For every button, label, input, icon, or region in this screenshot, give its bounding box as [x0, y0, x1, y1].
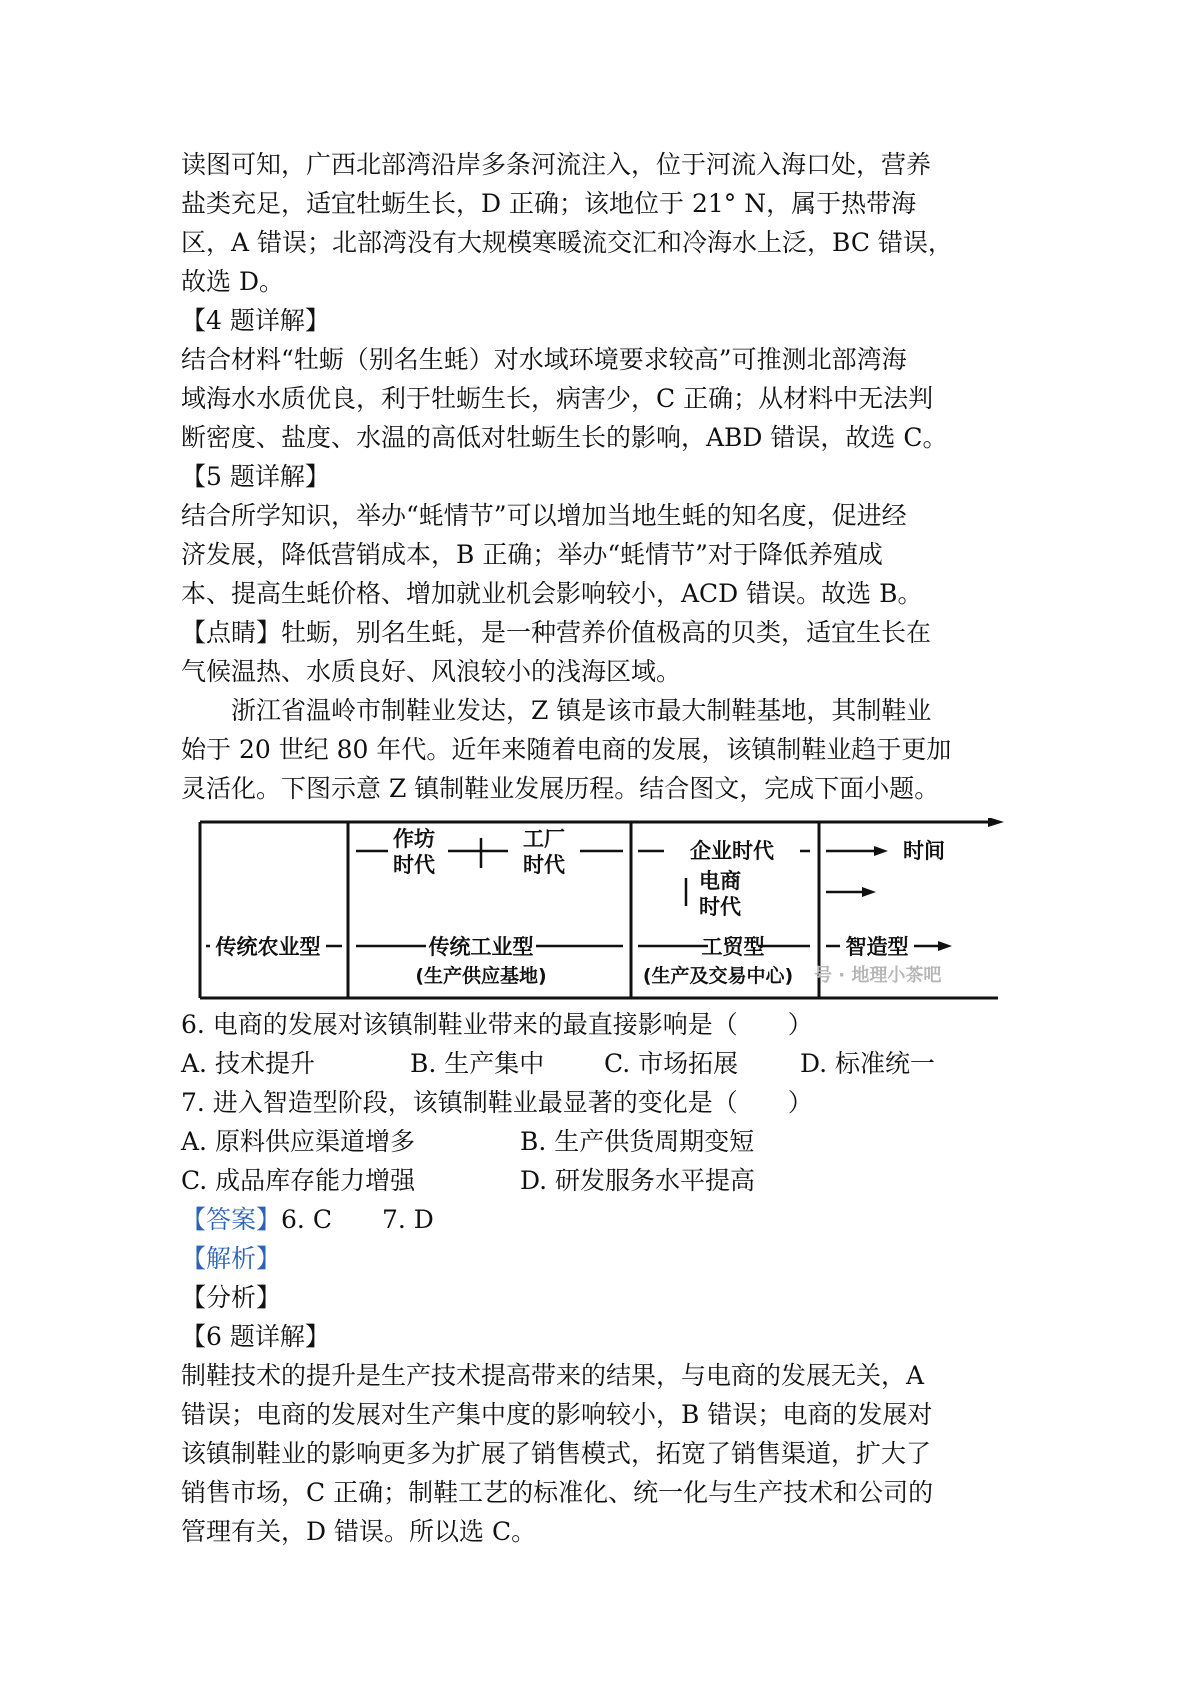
- intro-line: 浙江省温岭市制鞋业发达，Z 镇是该市最大制鞋基地，其制鞋业: [231, 696, 932, 725]
- question-7-option-d: D. 研发服务水平提高: [520, 1166, 756, 1195]
- type-trade-sub-label: (生产及交易中心): [642, 965, 794, 987]
- question-7-option-c: C. 成品库存能力增强: [181, 1166, 416, 1195]
- type-industry-label: 传统工业型: [428, 935, 534, 959]
- text-line: 结合材料“牡蛎（别名生蚝）对水域环境要求较高”可推测北部湾海: [181, 345, 907, 374]
- era-ecommerce-label-2: 时代: [699, 895, 741, 919]
- text-line: 盐类充足，适宜牡蛎生长，D 正确；该地位于 21° N，属于热带海: [181, 189, 917, 218]
- text-line: 读图可知，广西北部湾沿岸多条河流注入，位于河流入海口处，营养: [181, 150, 932, 179]
- question-7-option-a: A. 原料供应渠道增多: [181, 1127, 415, 1156]
- section-heading-q5: 【5 题详解】: [181, 462, 330, 491]
- shoe-industry-timeline-diagram: [198, 818, 1008, 1000]
- question-7-stem: 7. 进入智造型阶段，该镇制鞋业最显著的变化是（ ）: [181, 1088, 813, 1117]
- intro-line: 始于 20 世纪 80 年代。近年来随着电商的发展，该镇制鞋业趋于更加: [181, 735, 952, 764]
- text-line: 济发展，降低营销成本，B 正确；举办“蚝情节”对于降低养殖成: [181, 540, 883, 569]
- text-line: 区，A 错误；北部湾没有大规模寒暖流交汇和冷海水上泛，BC 错误，: [181, 228, 953, 257]
- text-line: 结合所学知识，举办“蚝情节”可以增加当地生蚝的知名度，促进经: [181, 501, 907, 530]
- era-factory-label-2: 时代: [523, 853, 565, 877]
- text-line: 本、提高生蚝价格、增加就业机会影响较小，ACD 错误。故选 B。: [181, 579, 923, 608]
- text-line: 错误；电商的发展对生产集中度的影响较小，B 错误；电商的发展对: [181, 1400, 933, 1429]
- fenxi-label: 【分析】: [181, 1283, 282, 1312]
- era-workshop-label-1: 作坊: [393, 827, 435, 851]
- time-axis-label: 时间: [903, 839, 945, 863]
- era-enterprise-label: 企业时代: [690, 839, 774, 863]
- text-line: 该镇制鞋业的影响更多为扩展了销售模式，拓宽了销售渠道，扩大了: [181, 1439, 932, 1468]
- dianjing-line: 【点睛】牡蛎，别名生蚝，是一种营养价值极高的贝类，适宜生长在: [181, 618, 932, 647]
- dianjing-line: 气候温热、水质良好、风浪较小的浅海区域。: [181, 657, 682, 686]
- text-line: 故选 D。: [181, 267, 284, 296]
- analysis-label: 【解析】: [181, 1244, 282, 1273]
- answer-text: 6. C 7. D: [281, 1205, 434, 1234]
- text-line: 断密度、盐度、水温的高低对牡蛎生长的影响，ABD 错误，故选 C。: [181, 423, 948, 452]
- type-industry-sub-label: (生产供应基地): [415, 965, 547, 987]
- intro-line: 灵活化。下图示意 Z 镇制鞋业发展历程。结合图文，完成下面小题。: [181, 774, 940, 803]
- watermark-text: 号 · 地理小茶吧: [814, 965, 942, 986]
- type-smart-label: 智造型: [845, 935, 909, 959]
- answer-line: [181, 1205, 434, 1235]
- section-heading-q4: 【4 题详解】: [181, 306, 330, 335]
- question-6-option-b: B. 生产集中: [410, 1049, 545, 1078]
- type-agri-label: 传统农业型: [215, 935, 321, 959]
- answer-label: 【答案】: [181, 1205, 282, 1234]
- era-ecommerce-label-1: 电商: [699, 869, 741, 893]
- question-7-option-b: B. 生产供货周期变短: [520, 1127, 755, 1156]
- question-6-option-d: D. 标准统一: [800, 1049, 936, 1078]
- question-6-option-a: A. 技术提升: [181, 1049, 315, 1078]
- text-line: 销售市场，C 正确；制鞋工艺的标准化、统一化与生产技术和公司的: [181, 1478, 934, 1507]
- text-line: 域海水水质优良，利于牡蛎生长，病害少，C 正确；从材料中无法判: [181, 384, 934, 413]
- section-heading-q6: 【6 题详解】: [181, 1322, 330, 1351]
- era-workshop-label-2: 时代: [393, 853, 435, 877]
- question-6-stem: 6. 电商的发展对该镇制鞋业带来的最直接影响是（ ）: [181, 1010, 813, 1039]
- text-line: 管理有关，D 错误。所以选 C。: [181, 1517, 537, 1546]
- era-factory-label-1: 工厂: [523, 827, 565, 851]
- question-6-option-c: C. 市场拓展: [604, 1049, 739, 1078]
- text-line: 制鞋技术的提升是生产技术提高带来的结果，与电商的发展无关，A: [181, 1361, 925, 1390]
- type-trade-label: 工贸型: [701, 935, 765, 959]
